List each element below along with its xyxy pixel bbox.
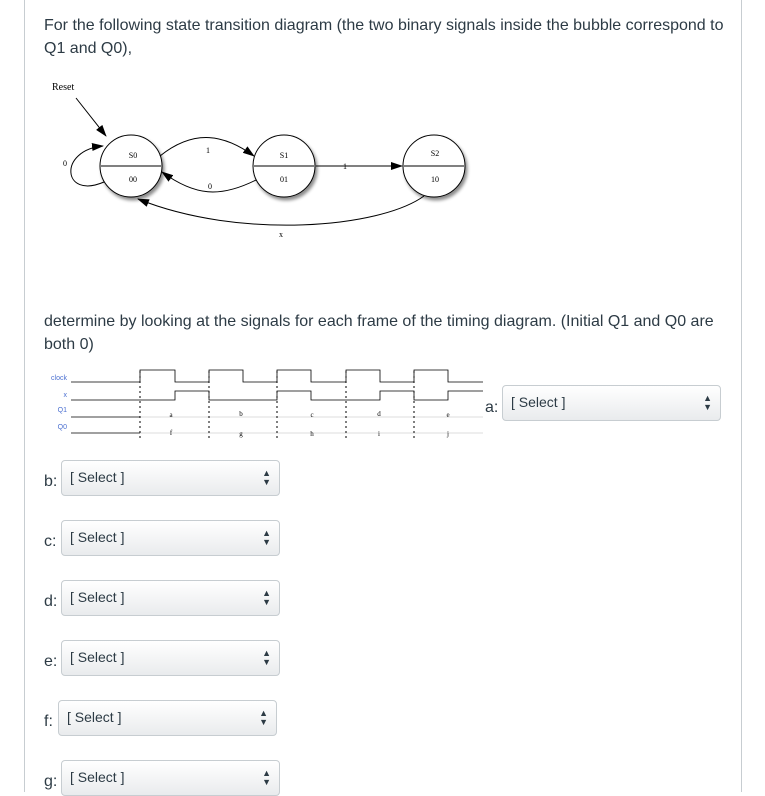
frame-dividers [140, 371, 414, 439]
blank-label-a: a: [485, 399, 499, 416]
signal-label-clock: clock [51, 375, 67, 382]
frame-label-e: e [446, 411, 450, 419]
select-g[interactable] [61, 760, 280, 796]
state-s0 [100, 135, 162, 197]
timing-diagram [30, 367, 500, 442]
select-g-value: [ Select ] [70, 769, 125, 785]
state-s2-name: S2 [430, 149, 440, 158]
question-instruction: determine by looking at the signals for each frame of the timing diagram. (Initial Q1 and Q0 are both 0) [44, 313, 714, 353]
blank-label-g: g: [44, 773, 58, 790]
signal-label-q0: Q0 [57, 424, 67, 431]
reset-label: Reset [52, 82, 75, 93]
select-d[interactable] [61, 580, 280, 616]
frame-label-a: a [169, 411, 173, 419]
frame-label-d: d [377, 410, 381, 418]
state-s1-name: S1 [279, 151, 289, 160]
blank-label-e: e: [44, 653, 58, 670]
frame-label-i: i [378, 430, 380, 438]
state-s1-code: 01 [280, 175, 288, 184]
transition-s0-s1-label: 1 [206, 146, 210, 155]
state-s0-code: 00 [129, 175, 137, 184]
updown-caret-icon: ▲ ▼ [262, 468, 271, 487]
frame-label-g: g [239, 430, 243, 438]
frame-label-j: j [447, 430, 449, 438]
select-e-value: [ Select ] [70, 649, 125, 665]
select-b[interactable] [61, 460, 280, 496]
transition-s2-s0 [138, 196, 424, 225]
transition-s2-s0-label: x [279, 230, 283, 239]
question-intro: For the following state transition diagram (the two binary signals inside the bubble correspond to Q1 and Q0), [44, 17, 724, 57]
blank-label-c: c: [44, 533, 57, 550]
select-f[interactable] [58, 700, 277, 736]
frame-label-f: f [169, 429, 173, 437]
updown-caret-icon: ▲ ▼ [262, 648, 271, 667]
transition-s0-self-label: 0 [63, 159, 67, 168]
signal-label-q1: Q1 [57, 407, 67, 414]
transition-s1-s0-label: 0 [208, 182, 212, 191]
state-s2-code: 10 [431, 175, 439, 184]
select-a-value: [ Select ] [511, 394, 566, 410]
select-f-value: [ Select ] [67, 709, 122, 725]
state-s0-name: S0 [128, 151, 138, 160]
reset-arrow [76, 98, 106, 136]
updown-caret-icon: ▲ ▼ [262, 768, 271, 787]
select-d-value: [ Select ] [70, 589, 125, 605]
state-transition-diagram [0, 0, 765, 300]
blank-label-b: b: [44, 473, 58, 490]
transition-s1-s2-label: 1 [343, 162, 347, 171]
blank-label-f: f: [44, 713, 53, 730]
state-s2 [403, 135, 465, 197]
select-b-value: [ Select ] [70, 469, 125, 485]
updown-caret-icon: ▲ ▼ [262, 528, 271, 547]
frame-label-c: c [310, 411, 314, 419]
frame-label-h: h [310, 430, 314, 438]
select-c-value: [ Select ] [70, 529, 125, 545]
updown-caret-icon: ▲ ▼ [703, 393, 712, 412]
frame-label-b: b [239, 410, 243, 418]
updown-caret-icon: ▲ ▼ [262, 588, 271, 607]
select-e[interactable] [61, 640, 280, 676]
blank-label-d: d: [44, 593, 58, 610]
select-a[interactable] [502, 385, 721, 421]
signal-label-x: x [63, 392, 67, 399]
updown-caret-icon: ▲ ▼ [259, 708, 268, 727]
state-s1 [253, 135, 315, 197]
transition-s0-self [71, 146, 104, 186]
select-c[interactable] [61, 520, 280, 556]
